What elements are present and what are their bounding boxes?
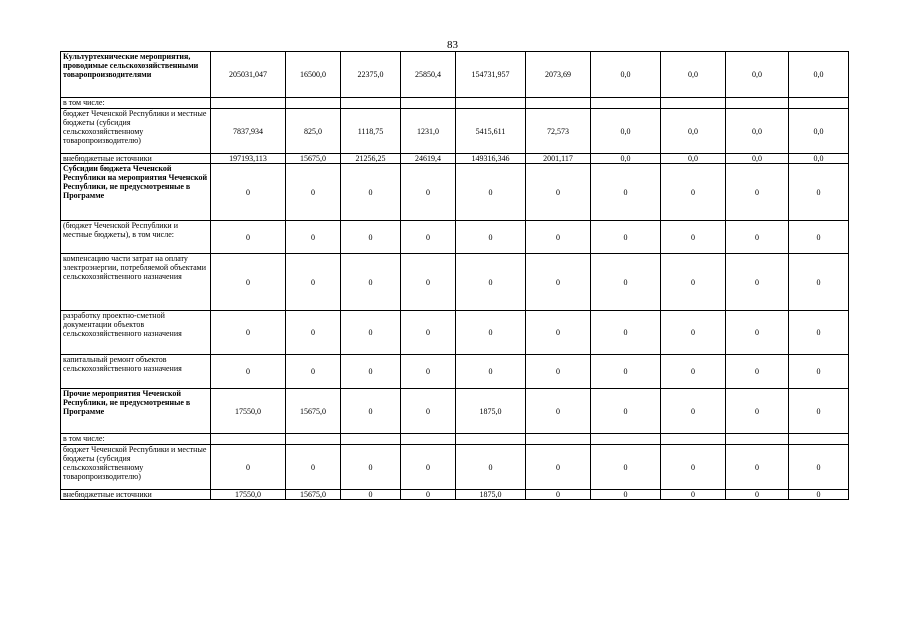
value-cell xyxy=(286,98,341,109)
value-cell: 0 xyxy=(211,164,286,221)
value-cell: 0 xyxy=(789,445,849,490)
value-cell: 0,0 xyxy=(789,154,849,164)
value-cell: 0 xyxy=(211,221,286,254)
value-cell xyxy=(401,98,456,109)
value-cell: 0 xyxy=(591,389,661,434)
value-cell: 0 xyxy=(211,445,286,490)
value-cell: 0 xyxy=(401,490,456,500)
value-cell: 0 xyxy=(286,355,341,389)
value-cell: 0 xyxy=(526,445,591,490)
value-cell xyxy=(591,434,661,445)
value-cell: 0 xyxy=(401,164,456,221)
value-cell: 0 xyxy=(341,355,401,389)
value-cell: 0 xyxy=(526,164,591,221)
value-cell: 0 xyxy=(591,490,661,500)
row-label: Субсидии бюджета Чеченской Республики на мероприятия Чеченской Республики, не предусмотренные в Программе xyxy=(61,164,211,221)
value-cell: 24619,4 xyxy=(401,154,456,164)
value-cell xyxy=(211,434,286,445)
value-cell: 0 xyxy=(789,311,849,355)
value-cell: 16500,0 xyxy=(286,52,341,98)
value-cell: 0 xyxy=(591,445,661,490)
value-cell: 0 xyxy=(591,254,661,311)
value-cell: 5415,611 xyxy=(456,109,526,154)
value-cell: 0 xyxy=(726,490,789,500)
value-cell: 0,0 xyxy=(789,52,849,98)
value-cell xyxy=(661,434,726,445)
page-number: 83 xyxy=(447,39,458,51)
value-cell xyxy=(726,98,789,109)
value-cell: 0 xyxy=(211,355,286,389)
value-cell: 17550,0 xyxy=(211,490,286,500)
value-cell: 0 xyxy=(526,389,591,434)
value-cell: 0 xyxy=(526,311,591,355)
row-label: Культуртехнические мероприятия, проводимые сельскохозяйственными товаропроизводителями xyxy=(61,52,211,98)
table-row xyxy=(61,311,849,355)
value-cell xyxy=(591,98,661,109)
value-cell: 0 xyxy=(341,311,401,355)
value-cell: 154731,957 xyxy=(456,52,526,98)
value-cell: 0 xyxy=(661,311,726,355)
value-cell: 0 xyxy=(341,445,401,490)
value-cell: 0 xyxy=(591,311,661,355)
value-cell: 1231,0 xyxy=(401,109,456,154)
value-cell: 0 xyxy=(211,311,286,355)
value-cell: 0 xyxy=(591,221,661,254)
row-label: разработку проектно-сметной документации объектов сельскохозяйственного назначения xyxy=(61,311,211,355)
value-cell: 1875,0 xyxy=(456,389,526,434)
row-label: бюджет Чеченской Республики и местные бюджеты (субсидия сельскохозяйственному товаропроизводителю) xyxy=(61,445,211,490)
value-cell: 0 xyxy=(726,254,789,311)
value-cell: 0 xyxy=(286,254,341,311)
value-cell: 0,0 xyxy=(789,109,849,154)
value-cell: 0 xyxy=(591,164,661,221)
value-cell: 0 xyxy=(661,355,726,389)
value-cell xyxy=(526,434,591,445)
value-cell: 0 xyxy=(789,389,849,434)
table-row xyxy=(61,389,849,434)
row-label: компенсацию части затрат на оплату электроэнергии, потребляемой объектами сельскохозяйственного назначения xyxy=(61,254,211,311)
value-cell: 0 xyxy=(286,164,341,221)
value-cell: 0 xyxy=(456,221,526,254)
value-cell: 1875,0 xyxy=(456,490,526,500)
table-row xyxy=(61,355,849,389)
value-cell: 0 xyxy=(661,389,726,434)
value-cell: 0,0 xyxy=(661,109,726,154)
value-cell: 0,0 xyxy=(591,52,661,98)
value-cell: 0 xyxy=(341,389,401,434)
value-cell: 22375,0 xyxy=(341,52,401,98)
table-row xyxy=(61,445,849,490)
value-cell: 149316,346 xyxy=(456,154,526,164)
value-cell xyxy=(661,98,726,109)
value-cell xyxy=(211,98,286,109)
value-cell: 0 xyxy=(341,254,401,311)
table-row xyxy=(61,164,849,221)
value-cell: 2001,117 xyxy=(526,154,591,164)
value-cell: 0 xyxy=(526,490,591,500)
table-row xyxy=(61,98,849,109)
value-cell: 7837,934 xyxy=(211,109,286,154)
value-cell: 0 xyxy=(401,221,456,254)
value-cell: 0 xyxy=(401,355,456,389)
value-cell xyxy=(789,98,849,109)
value-cell: 0 xyxy=(726,311,789,355)
value-cell: 0 xyxy=(526,355,591,389)
value-cell: 0 xyxy=(526,254,591,311)
value-cell: 0 xyxy=(726,355,789,389)
value-cell: 0 xyxy=(526,221,591,254)
value-cell: 0,0 xyxy=(591,109,661,154)
value-cell: 0 xyxy=(591,355,661,389)
value-cell: 0,0 xyxy=(661,52,726,98)
table-row xyxy=(61,109,849,154)
table-row xyxy=(61,154,849,164)
value-cell: 0 xyxy=(341,164,401,221)
value-cell xyxy=(341,434,401,445)
value-cell: 0 xyxy=(789,490,849,500)
value-cell: 0 xyxy=(286,221,341,254)
value-cell xyxy=(401,434,456,445)
value-cell: 0,0 xyxy=(726,109,789,154)
table-row xyxy=(61,52,849,98)
value-cell xyxy=(726,434,789,445)
budget-table xyxy=(60,51,849,500)
value-cell: 0 xyxy=(286,311,341,355)
row-label: капитальный ремонт объектов сельскохозяйственного назначения xyxy=(61,355,211,389)
table-row xyxy=(61,434,849,445)
value-cell: 72,573 xyxy=(526,109,591,154)
value-cell: 205031,047 xyxy=(211,52,286,98)
table-row xyxy=(61,254,849,311)
value-cell: 15675,0 xyxy=(286,154,341,164)
value-cell: 0,0 xyxy=(726,154,789,164)
row-label: (бюджет Чеченской Республики и местные бюджеты), в том числе: xyxy=(61,221,211,254)
value-cell: 0 xyxy=(401,311,456,355)
row-label: в том числе: xyxy=(61,98,211,109)
value-cell: 17550,0 xyxy=(211,389,286,434)
value-cell xyxy=(286,434,341,445)
value-cell: 0,0 xyxy=(661,154,726,164)
value-cell: 0 xyxy=(286,445,341,490)
table-row xyxy=(61,490,849,500)
value-cell: 0 xyxy=(401,445,456,490)
value-cell xyxy=(341,98,401,109)
value-cell: 0 xyxy=(456,355,526,389)
row-label: внебюджетные источники xyxy=(61,154,211,164)
value-cell: 0,0 xyxy=(591,154,661,164)
value-cell: 825,0 xyxy=(286,109,341,154)
value-cell: 0 xyxy=(456,445,526,490)
value-cell xyxy=(526,98,591,109)
value-cell: 0 xyxy=(456,254,526,311)
value-cell: 2073,69 xyxy=(526,52,591,98)
value-cell: 0 xyxy=(341,490,401,500)
value-cell xyxy=(456,434,526,445)
value-cell: 0 xyxy=(401,389,456,434)
value-cell xyxy=(789,434,849,445)
value-cell: 0 xyxy=(789,254,849,311)
value-cell: 0 xyxy=(789,221,849,254)
value-cell: 15675,0 xyxy=(286,389,341,434)
value-cell: 0 xyxy=(661,490,726,500)
table-row xyxy=(61,221,849,254)
row-label: бюджет Чеченской Республики и местные бюджеты (субсидия сельскохозяйственному товаропроизводителю) xyxy=(61,109,211,154)
value-cell: 197193,113 xyxy=(211,154,286,164)
value-cell: 1118,75 xyxy=(341,109,401,154)
value-cell: 0 xyxy=(726,164,789,221)
value-cell: 0 xyxy=(789,164,849,221)
row-label: Прочие мероприятия Чеченской Республики, не предусмотренные в Программе xyxy=(61,389,211,434)
value-cell: 0 xyxy=(341,221,401,254)
row-label: в том числе: xyxy=(61,434,211,445)
value-cell: 0 xyxy=(401,254,456,311)
value-cell: 0 xyxy=(211,254,286,311)
value-cell: 0 xyxy=(661,254,726,311)
value-cell: 0 xyxy=(661,164,726,221)
value-cell: 0 xyxy=(726,389,789,434)
value-cell: 0 xyxy=(456,164,526,221)
value-cell: 0 xyxy=(726,445,789,490)
value-cell: 0 xyxy=(661,221,726,254)
value-cell: 0 xyxy=(726,221,789,254)
value-cell: 0 xyxy=(456,311,526,355)
value-cell: 25850,4 xyxy=(401,52,456,98)
value-cell: 0 xyxy=(789,355,849,389)
value-cell: 21256,25 xyxy=(341,154,401,164)
value-cell: 0,0 xyxy=(726,52,789,98)
value-cell: 15675,0 xyxy=(286,490,341,500)
value-cell xyxy=(456,98,526,109)
value-cell: 0 xyxy=(661,445,726,490)
row-label: внебюджетные источники xyxy=(61,490,211,500)
